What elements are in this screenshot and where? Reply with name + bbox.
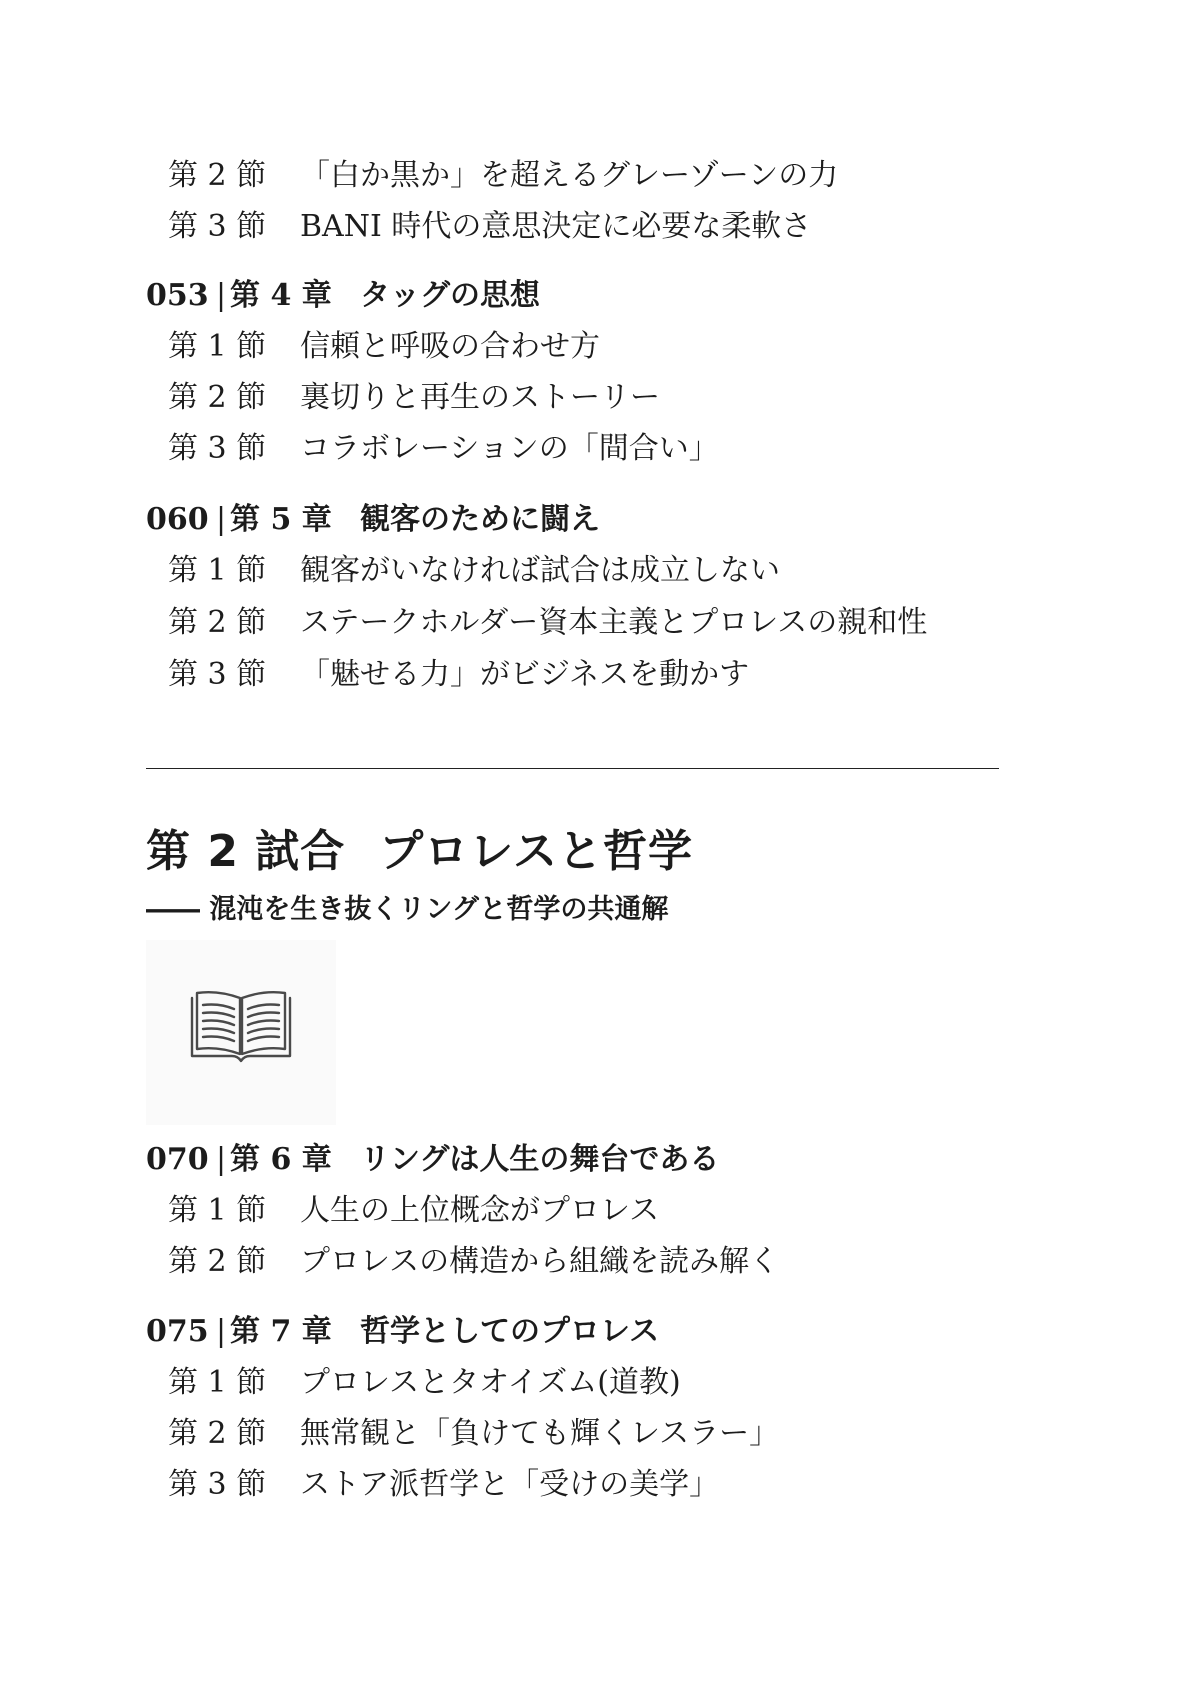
- chapter-separator: |: [216, 502, 227, 537]
- section-title: 観客がいなければ試合は成立しない: [300, 553, 780, 588]
- section-title: コラボレーションの「間合い」: [300, 431, 719, 466]
- section-number: 第 3 節: [168, 431, 267, 466]
- section-number: 第 3 節: [168, 209, 267, 244]
- toc-chapter: [146, 276, 540, 316]
- toc-chapter: [146, 1140, 719, 1180]
- toc-section: [168, 1242, 779, 1282]
- chapter-number: 第 7 章: [230, 1314, 332, 1349]
- chapter-number: 第 4 章: [230, 278, 332, 313]
- open-book-icon: [146, 940, 336, 1125]
- section-number: 第 1 節: [168, 1193, 267, 1228]
- section-title: 人生の上位概念がプロレス: [300, 1193, 660, 1228]
- section-title: BANI 時代の意思決定に必要な柔軟さ: [300, 209, 812, 244]
- chapter-number: 第 6 章: [230, 1142, 332, 1177]
- section-title: 「白か黒か」を超えるグレーゾーンの力: [300, 158, 839, 193]
- chapter-title: 観客のために闘え: [360, 502, 600, 537]
- section-number: 第 2 節: [168, 1416, 267, 1451]
- section-number: 第 1 節: [168, 329, 267, 364]
- part-title-text: プロレスと哲学: [379, 826, 693, 877]
- chapter-page-number: 060: [146, 502, 209, 537]
- part-title: [146, 822, 693, 882]
- section-title: 信頼と呼吸の合わせ方: [300, 329, 600, 364]
- part-subtitle: ―― 混沌を生き抜くリングと哲学の共通解: [146, 894, 669, 925]
- toc-section: [168, 1191, 659, 1231]
- toc-section: [168, 1414, 779, 1454]
- toc-section: [168, 429, 719, 469]
- section-title: プロレスとタオイズム(道教): [300, 1365, 681, 1400]
- chapter-separator: |: [216, 278, 227, 313]
- toc-section: [168, 207, 811, 247]
- section-number: 第 2 節: [168, 1244, 267, 1279]
- chapter-separator: |: [216, 1142, 227, 1177]
- section-number: 第 2 節: [168, 605, 267, 640]
- chapter-page-number: 070: [146, 1142, 209, 1177]
- section-title: ステークホルダー資本主義とプロレスの親和性: [300, 605, 928, 640]
- toc-chapter: [146, 500, 600, 540]
- chapter-title: リングは人生の舞台である: [360, 1142, 720, 1177]
- toc-section: [168, 1465, 719, 1505]
- chapter-number: 第 5 章: [230, 502, 332, 537]
- toc-section: [168, 603, 927, 643]
- toc-section: [168, 551, 780, 591]
- chapter-page-number: 053: [146, 278, 209, 313]
- open-book-icon-svg: [188, 988, 294, 1064]
- section-title: プロレスの構造から組織を読み解く: [300, 1244, 780, 1279]
- section-title: 無常観と「負けても輝くレスラー」: [300, 1416, 780, 1451]
- section-number: 第 1 節: [168, 1365, 267, 1400]
- section-title: 「魅せる力」がビジネスを動かす: [300, 657, 750, 692]
- toc-section: [168, 1363, 681, 1403]
- chapter-title: 哲学としてのプロレス: [360, 1314, 660, 1349]
- toc-section: [168, 378, 660, 418]
- section-number: 第 3 節: [168, 657, 267, 692]
- chapter-title: タッグの思想: [360, 278, 540, 313]
- toc-chapter: [146, 1312, 659, 1352]
- part-label: 第 2 試合: [146, 826, 346, 877]
- section-title: ストア派哲学と「受けの美学」: [300, 1467, 720, 1502]
- section-number: 第 2 節: [168, 158, 267, 193]
- chapter-page-number: 075: [146, 1314, 209, 1349]
- section-number: 第 3 節: [168, 1467, 267, 1502]
- section-title: 裏切りと再生のストーリー: [300, 380, 660, 415]
- divider: [146, 768, 999, 769]
- section-number: 第 2 節: [168, 380, 267, 415]
- toc-section: [168, 156, 838, 196]
- chapter-separator: |: [216, 1314, 227, 1349]
- toc-section: [168, 655, 749, 695]
- section-number: 第 1 節: [168, 553, 267, 588]
- toc-section: [168, 327, 600, 367]
